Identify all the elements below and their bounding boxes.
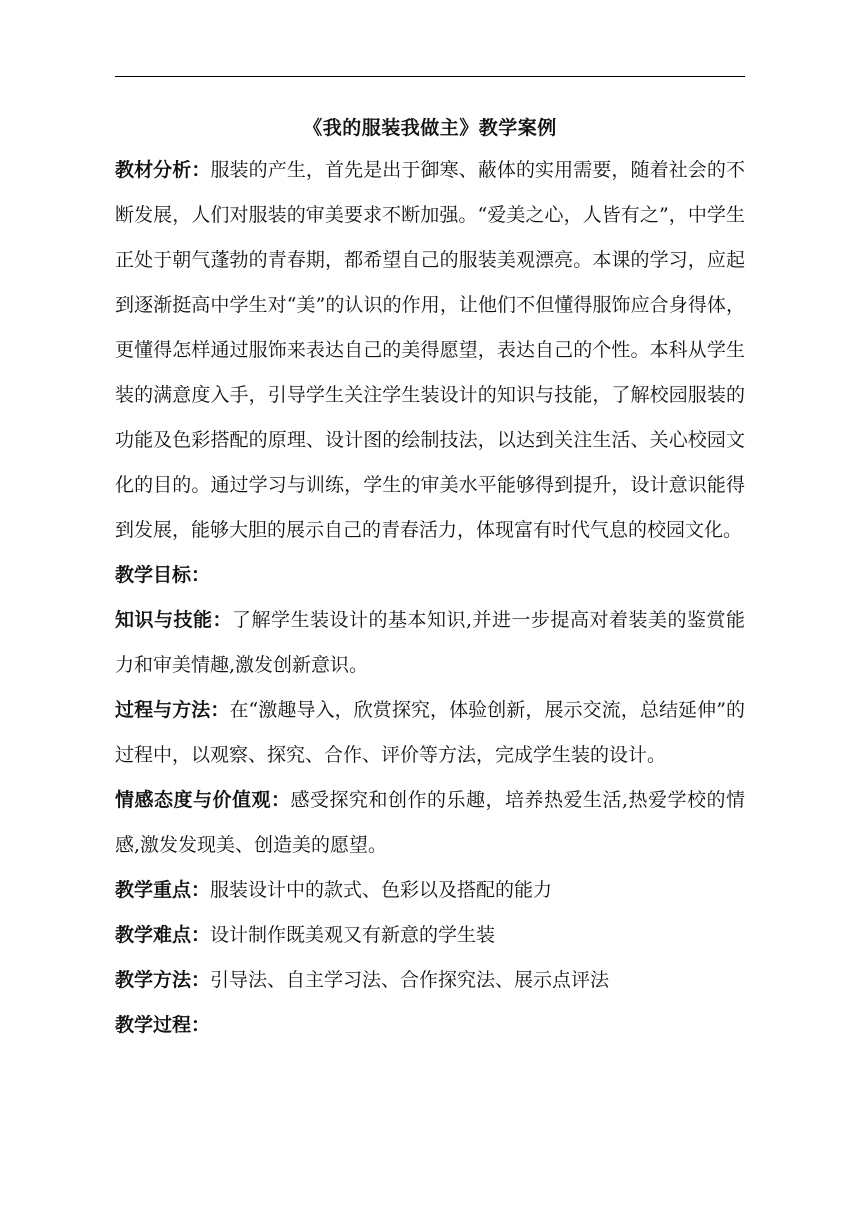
section-attitude-text: 感受探究和创作的乐趣，培养热爱生活,热爱学校的情感,激发发现美、创造美的愿望。 <box>115 789 745 856</box>
section-focus <box>115 868 745 913</box>
section-procedure-label: 教学过程： <box>115 1014 211 1036</box>
section-attitude <box>115 778 745 868</box>
section-procedure <box>115 1003 745 1048</box>
section-knowledge-label: 知识与技能： <box>115 609 232 631</box>
section-knowledge-text: 了解学生装设计的基本知识,并进一步提高对着装美的鉴赏能力和审美情趣,激发创新意识。 <box>115 609 745 676</box>
section-analysis-text: 服装的产生，首先是出于御寒、蔽体的实用需要，随着社会的不断发展，人们对服装的审美要求不断加强。“爱美之心，人皆有之”，中学生正处于朝气蓬勃的青春期，都希望自己的服装美观漂亮。本课的学习，应起到逐渐挺高中学生对“美”的认识的作用，让他们不但懂得服饰应合身得体，更懂得怎样通过服饰来表达自己的美得愿望，表达自己的个性。本科从学生装的满意度入手，引导学生关注学生装设计的知识与技能，了解校园服装的功能及色彩搭配的原理、设计图的绘制技法，以达到关注生活、关心校园文化的目的。通过学习与训练，学生的审美水平能够得到提升，设计意识能得到发展，能够大胆的展示自己的青春活力，体现富有时代气息的校园文化。 <box>115 159 745 541</box>
section-methods-text: 引导法、自主学习法、合作探究法、展示点评法 <box>210 969 610 991</box>
section-focus-text: 服装设计中的款式、色彩以及搭配的能力 <box>210 879 553 901</box>
section-goals <box>115 553 745 598</box>
section-difficulty <box>115 913 745 958</box>
section-difficulty-label: 教学难点： <box>115 924 211 946</box>
section-knowledge <box>115 598 745 688</box>
section-process-text: 在“激趣导入，欣赏探究，体验创新，展示交流，总结延伸”的过程中，以观察、探究、合作、评价等方法，完成学生装的设计。 <box>115 699 745 766</box>
section-analysis <box>115 148 745 553</box>
header-rule <box>115 76 745 77</box>
section-methods-label: 教学方法： <box>115 969 211 991</box>
section-difficulty-text: 设计制作既美观又有新意的学生装 <box>210 924 496 946</box>
document-body <box>115 108 745 1048</box>
section-attitude-label: 情感态度与价值观： <box>115 789 291 811</box>
section-goals-label: 教学目标： <box>115 564 211 586</box>
section-analysis-label: 教材分析： <box>115 159 211 181</box>
section-focus-label: 教学重点： <box>115 879 211 901</box>
document-title: 《我的服装我做主》教学案例 <box>303 117 557 139</box>
section-process <box>115 688 745 778</box>
section-methods <box>115 958 745 1003</box>
section-process-label: 过程与方法： <box>115 699 230 721</box>
